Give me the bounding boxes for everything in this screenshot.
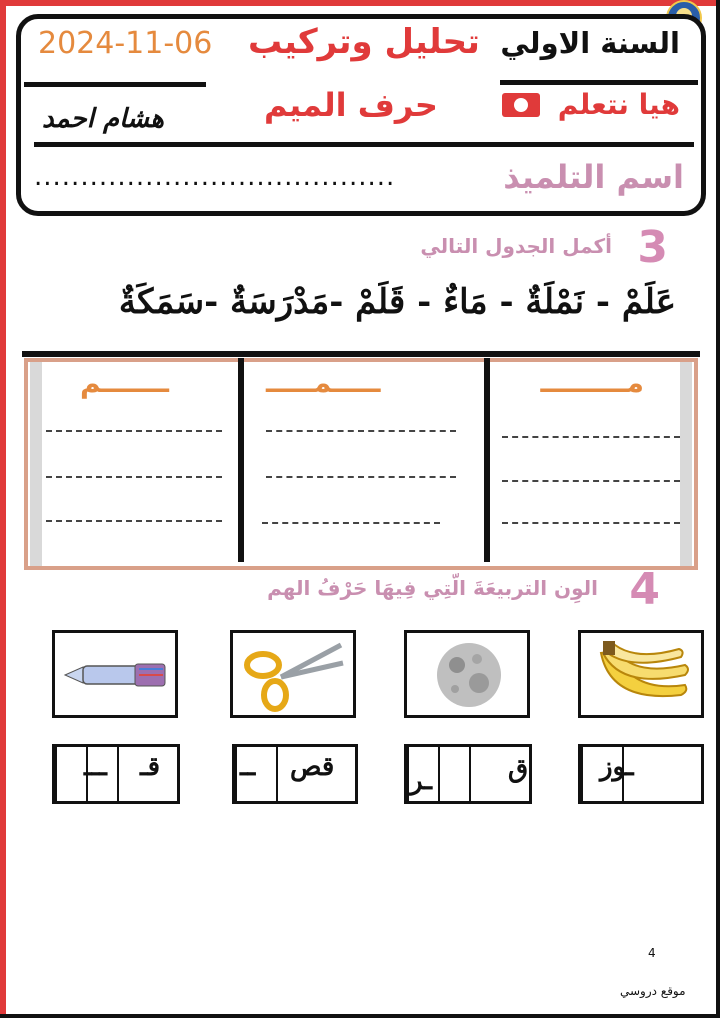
answer-line[interactable]	[266, 476, 456, 478]
exercise-3-word-list: عَلَمْ - نَمْلَةٌ - مَاءٌ - قَلَمْ -مَدْرَسَةٌ -سَمَكَةٌ	[118, 282, 676, 322]
scissors-word-right: قص	[290, 752, 335, 782]
header-divider-date	[24, 82, 206, 87]
pen-word-right: قـ	[140, 752, 161, 782]
letter-title: حرف الميم	[264, 86, 438, 124]
banana-word-part: ـوز	[600, 752, 634, 782]
table-side-bar-right	[680, 362, 692, 566]
top-red-border	[0, 0, 720, 6]
pen-icon	[55, 633, 175, 715]
picture-box-banana	[578, 630, 704, 718]
lesson-title: تحليل وتركيب	[248, 22, 480, 62]
picture-box-scissors	[230, 630, 356, 718]
scissors-icon	[233, 633, 353, 715]
moon-icon	[407, 633, 527, 715]
picture-box-moon	[404, 630, 530, 718]
picture-box-pen	[52, 630, 178, 718]
exercise-4-instruction: الوِن التربيعَةَ الّتِي فِيهَا حَرْفُ الهم	[267, 576, 598, 600]
answer-line[interactable]	[46, 520, 222, 522]
scissors-word-left: ــ	[240, 752, 256, 782]
answer-line[interactable]	[502, 522, 680, 524]
right-black-border	[716, 0, 720, 1018]
header-divider-main	[34, 142, 694, 147]
answer-line[interactable]	[46, 430, 222, 432]
column-header-initial: مـــــــــ	[540, 366, 644, 399]
column-header-medial: ـــــمـــــ	[266, 366, 381, 399]
tunisia-flag-icon	[502, 93, 540, 117]
date: 2024-11-06	[38, 26, 213, 61]
exercise-3-instruction: أكمل الجدول التالي	[420, 234, 612, 258]
answer-line[interactable]	[266, 430, 456, 432]
table-top-line	[22, 351, 700, 357]
lets-learn-label: هيا نتعلم	[557, 88, 680, 121]
exercise-4-number: 4	[629, 564, 660, 615]
letter-cell[interactable]	[662, 747, 701, 801]
answer-line[interactable]	[502, 436, 680, 438]
moon-word-left: ـر	[410, 766, 432, 796]
school-year: السنة الاولي	[500, 26, 680, 60]
table-column-divider	[484, 358, 490, 562]
moon-word-right: ق	[508, 754, 529, 784]
bottom-black-border	[0, 1014, 720, 1018]
site-name: موقع دروسي	[620, 984, 686, 998]
pen-word-left: ـــ	[84, 752, 107, 782]
letter-boxes-banana[interactable]	[578, 744, 704, 804]
answer-line[interactable]	[502, 480, 680, 482]
letter-cell[interactable]	[55, 747, 86, 801]
header-divider-year	[500, 80, 698, 85]
letter-boxes-pen[interactable]	[52, 744, 180, 804]
table-column-divider	[238, 358, 244, 562]
student-name-label: اسم التلميذ	[503, 158, 684, 196]
letter-cell[interactable]	[469, 747, 500, 801]
answer-line[interactable]	[46, 476, 222, 478]
answer-line[interactable]	[262, 522, 440, 524]
banana-icon	[581, 633, 701, 715]
student-name-field[interactable]: .......................................	[34, 162, 396, 192]
column-header-final: ـــــــم	[80, 366, 169, 399]
page-number: 4	[648, 946, 656, 960]
letter-cell[interactable]	[438, 747, 469, 801]
left-red-border	[0, 0, 6, 1018]
teacher-name: هشام احمد	[42, 104, 164, 134]
exercise-3-number: 3	[637, 222, 668, 273]
table-side-bar-left	[30, 362, 42, 566]
